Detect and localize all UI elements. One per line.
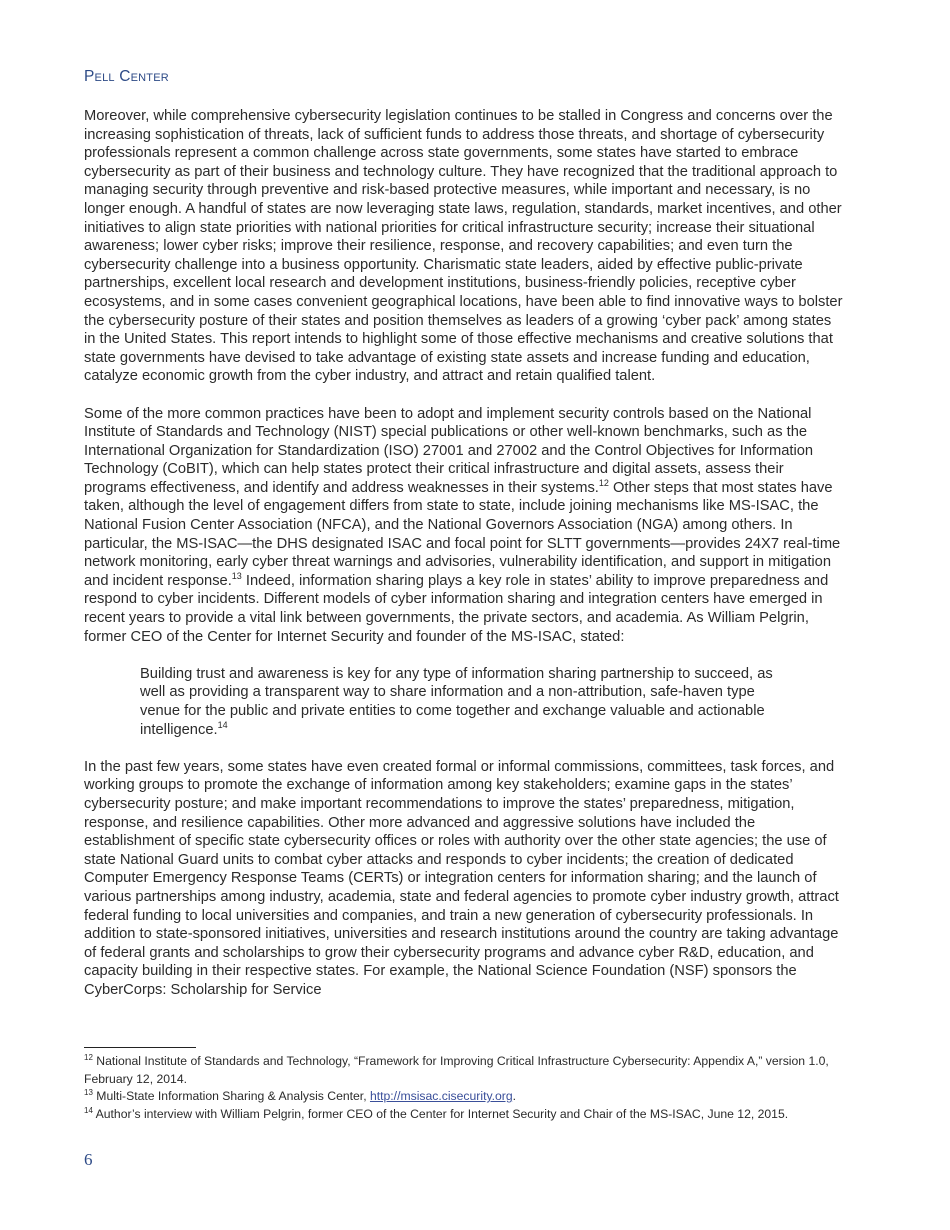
footnotes xyxy=(84,1047,864,1123)
paragraph-2-part-a: Some of the more common practices have been to adopt and implement security controls based on the National Institute of Standards and Technology (NIST) special publications or other well-known benchmarks, such as the International Organization for Standardization (ISO) 27001 and 27002 and the Control Objectives for Information Technology (CoBIT), which can help states protect their critical infrastructure and digital assets, assess their programs effectiveness, and identify and address weaknesses in their systems. xyxy=(84,405,814,496)
paragraph-1: Moreover, while comprehensive cybersecurity legislation continues to be stalled in Congress and concerns over the increasing sophistication of threats, lack of sufficient funds to address those threats, and shortage of cybersecurity professionals represent a common challenge across state governments, some states have started to embrace cybersecurity as part of their business and technology culture. They have recognized that the traditional approach to managing security through preventive and risk-based protective measures, while important and necessary, is no longer enough. A handful of states are now leveraging state laws, regulation, standards, market incentives, and other initiatives to align state priorities with national priorities for critical infrastructure security; increase their situational awareness; lower cyber risks; improve their resilience, response, and recovery capabilities; and even turn the cybersecurity challenge into a business opportunity. Charismatic state leaders, aided by effective public-private partnerships, excellent local research and development institutions, business-friendly policies, receptive cyber ecosystems, and in some cases convenient geographical locations, have been able to find innovative ways to bolster the cybersecurity posture of their states and position themselves as leaders of a growing ‘cyber pack’ among states in the United States. This report intends to highlight some of those effective mechanisms and creative solutions that state governments have devised to take advantage of existing state assets and increase funding and education, catalyze economic growth from the cyber industry, and attract and retain qualified talent. xyxy=(84,108,843,385)
footnote-14 xyxy=(84,1106,864,1124)
running-header: Pell Center xyxy=(84,68,169,85)
footnote-ref-14[interactable]: 14 xyxy=(217,719,228,730)
paragraph-2-part-b: Other steps that most states have taken, although the level of engagement differs from state to state, include joining mechanisms like MS-ISAC, the National Fusion Center Association (NFCA), and the National Governors Association (NGA) among others. In particular, the MS-ISAC—the DHS designated ISAC and focal point for SLTT governments—provides 24X7 real-time network monitoring, early cyber threat warnings and advisories, vulnerability identification, and support in mitigation and incident response. xyxy=(84,479,841,589)
main-content xyxy=(84,107,844,1000)
paragraph-2-part-c: Indeed, information sharing plays a key role in states’ ability to improve preparedness and respond to cyber incidents. Different models of cyber information sharing and integration centers have emerged in recent years to provide a vital link between governments, the private sectors, and academia. As William Pelgrin, former CEO of the Center for Internet Security and founder of the MS-ISAC, stated: xyxy=(84,572,829,645)
footnote-number: 14 xyxy=(84,1105,93,1115)
block-quote xyxy=(140,665,780,739)
footnote-ref-13[interactable]: 13 xyxy=(231,570,242,581)
msisac-link[interactable]: http://msisac.cisecurity.org xyxy=(369,1089,513,1103)
footnote-text: Multi-State Information Sharing & Analysis Center, xyxy=(92,1089,370,1103)
footnote-divider xyxy=(84,1047,196,1048)
block-quote-text: Building trust and awareness is key for any type of information sharing partnership to succeed, as well as providing a transparent way to share information and a non-attribution, safe-haven type venue for the public and private entities to come together and exchange valuable and actionable intelligence. xyxy=(140,665,773,738)
footnote-ref-12[interactable]: 12 xyxy=(598,477,609,488)
footnote-number: 12 xyxy=(84,1053,93,1062)
footnote-text: Author’s interview with William Pelgrin, former CEO of the Center for Internet Security and Chair of the MS-ISAC, June 12, 2015. xyxy=(92,1106,789,1121)
paragraph-2 xyxy=(84,405,844,647)
footnote-text: National Institute of Standards and Technology, “Framework for Improving Critical Infrastructure Cybersecurity: Appendix A,” version 1.0, February 12, 2014. xyxy=(84,1054,829,1086)
footnote-12 xyxy=(84,1053,864,1088)
page-number: 6 xyxy=(84,1150,93,1169)
paragraph-3: In the past few years, some states have even created formal or informal commissions, committees, task forces, and working groups to promote the exchange of information among key stakeholders; examine gaps in the states’ cybersecurity posture; and make important recommendations to improve the states’ preparedness, mitigation, response, and resilience capabilities. Other more advanced and aggressive solutions have included the establishment of specific state cybersecurity offices or roles with authority over the other state agencies; the use of state National Guard units to combat cyber attacks and responds to cyber incidents; the creation of dedicated Computer Emergency Response Teams (CERTs) or integration centers for information sharing; and the launch of various partnerships among industry, academia, state and federal agencies to promote cyber industry growth, attract federal funding to local universities and companies, and train a new generation of cybersecurity professionals. In addition to state-sponsored initiatives, universities and research institutions around the country are taking advantage of federal grants and scholarships to grow their cybersecurity programs and advance cyber R&D, education, and capacity building in their respective states. For example, the National Science Foundation (NSF) sponsors the CyberCorps: Scholarship for Service xyxy=(84,758,839,998)
footnote-number: 13 xyxy=(84,1088,93,1097)
footnote-text-end: . xyxy=(512,1089,517,1103)
footnote-13 xyxy=(84,1088,864,1106)
